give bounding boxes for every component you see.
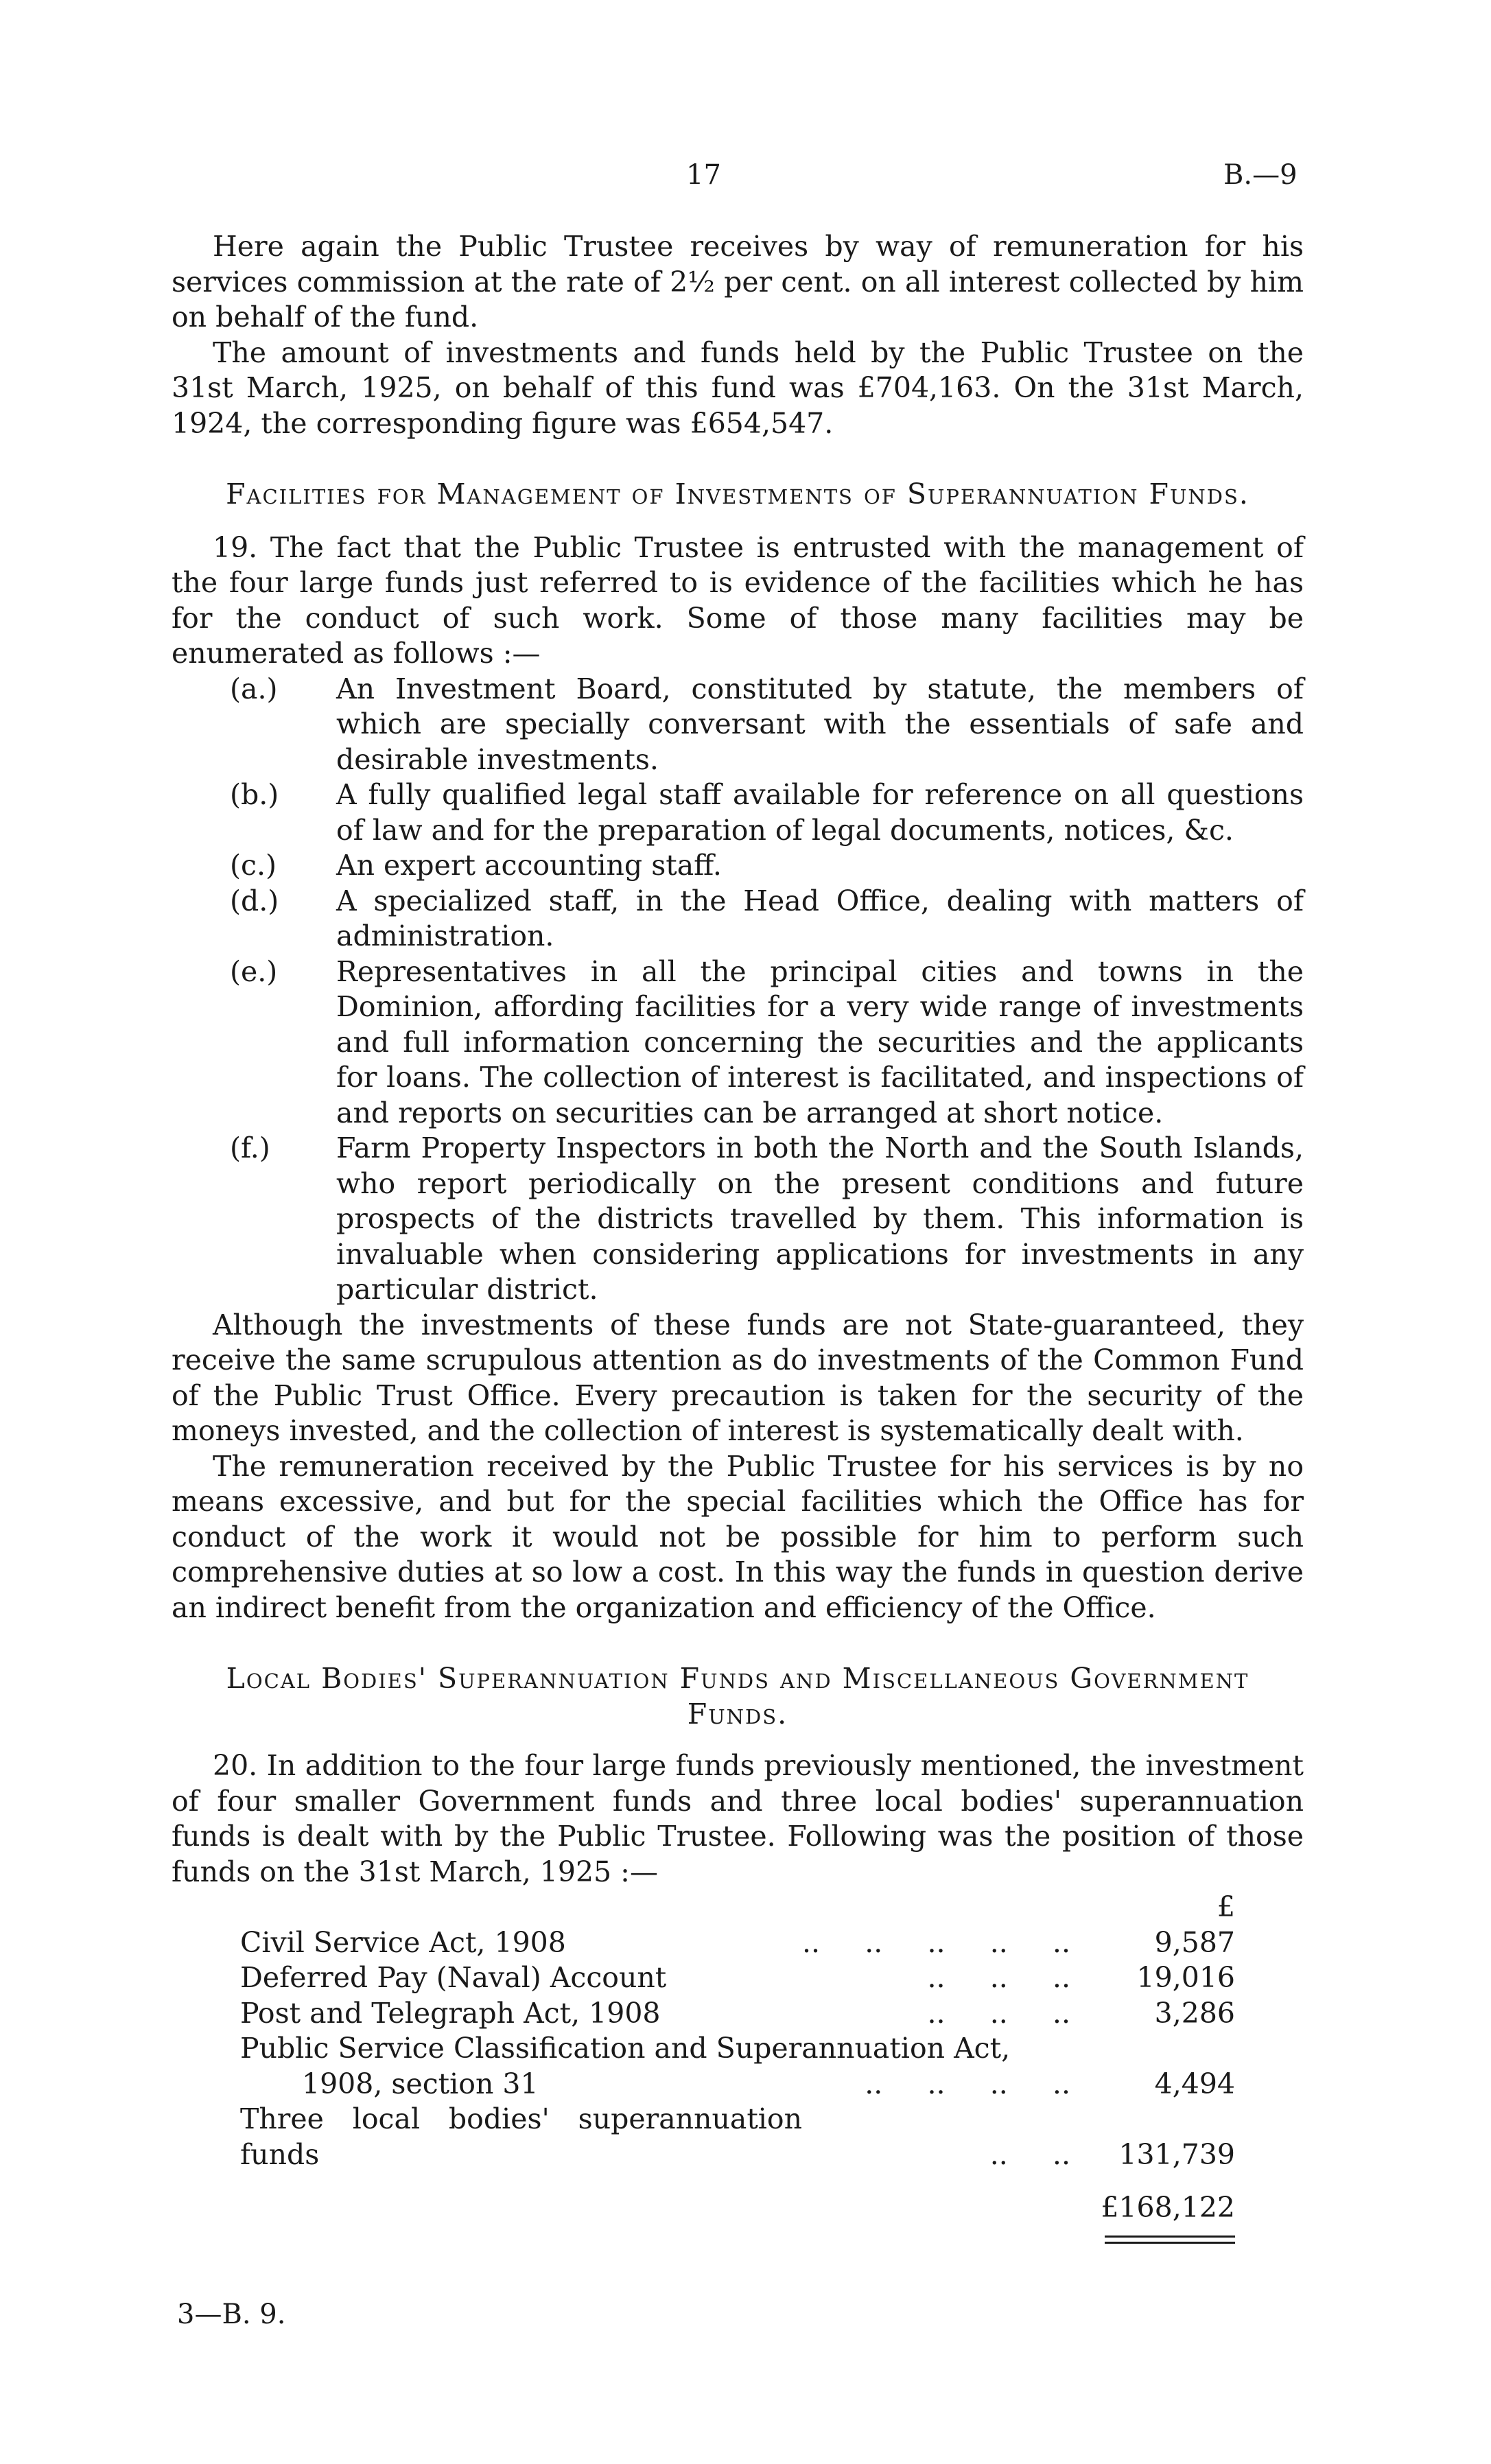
table-row <box>240 2102 1235 2172</box>
total-amount: £168,122 <box>1101 2191 1235 2224</box>
table-row <box>240 1960 1235 1996</box>
list-marker: (c.) <box>230 849 277 882</box>
facilities-list <box>172 672 1304 1308</box>
fund-name: Post and Telegraph Act, 1908 <box>240 1996 661 2030</box>
fund-amount: 131,739 <box>1118 2137 1235 2171</box>
page-number: 17 <box>686 159 721 191</box>
list-item <box>172 848 1304 884</box>
double-underline <box>1105 2236 1235 2244</box>
table-row <box>240 2031 1235 2067</box>
fund-name: Three local bodies' superannuation funds <box>240 2102 803 2171</box>
list-item-text: An expert accounting staff. <box>336 849 722 882</box>
list-item <box>172 672 1304 778</box>
section-intro: 20. In addition to the four large funds previously mentioned, the investment of four smaller Government funds and three local bodies' superannuation funds is dealt with by the Public Trustee. Following was the position of those funds on the 31st March, 1925 :— <box>172 1749 1304 1888</box>
list-item-text: An Investment Board, constituted by statute, the members of which are specially conversant with the essentials of safe and desirable investments. <box>336 672 1304 776</box>
list-marker: (a.) <box>230 672 278 705</box>
dot-leaders: .. .. <box>989 2137 1070 2171</box>
fund-name: Deferred Pay (Naval) Account <box>240 1961 667 1994</box>
fund-amount: 9,587 <box>1154 1925 1235 1959</box>
total-cell <box>1070 2172 1235 2244</box>
list-item <box>172 954 1304 1131</box>
list-item-text: A fully qualified legal staff available for reference on all questions of law and for the preparation of legal documents, notices, &c. <box>336 778 1304 847</box>
list-item-text: A specialized staff, in the Head Office, dealing with matters of administration. <box>336 884 1304 952</box>
dot-leaders: .. .. .. .. <box>865 2067 1070 2100</box>
total-row <box>240 2172 1235 2244</box>
funds-table <box>240 1890 1235 2244</box>
table-header-row <box>240 1890 1235 1925</box>
list-marker: (e.) <box>230 954 278 988</box>
section-heading-line: Funds. <box>687 1697 788 1730</box>
table-row <box>240 1925 1235 1961</box>
currency-symbol: £ <box>1217 1890 1235 1923</box>
list-marker: (d.) <box>230 884 279 917</box>
section-heading <box>172 1661 1304 1732</box>
table-row <box>240 1996 1235 2032</box>
fund-amount <box>1070 2031 1235 2067</box>
list-marker: (b.) <box>230 778 279 811</box>
list-marker: (f.) <box>230 1131 270 1164</box>
page-header <box>0 159 1491 200</box>
paragraph: Although the investments of these funds are not State-guaranteed, they receive the same scrupulous attention as do investments of the Common Fund of the Public Trust Office. Every precaution is taken for the security of the moneys invested, and the collection of interest is systematically dealt with. <box>172 1308 1304 1447</box>
fund-name: 1908, section 31 <box>302 2067 539 2100</box>
fund-amount: 19,016 <box>1136 1961 1235 1994</box>
fund-amount: 3,286 <box>1154 1996 1235 2030</box>
dot-leaders: .. .. .. <box>927 1961 1070 1994</box>
section-heading-line: Local Bodies' Superannuation Funds and Miscellaneous Government <box>226 1662 1249 1695</box>
paragraph: The amount of investments and funds held by the Public Trustee on the 31st March, 1925, on behalf of this fund was £704,163. On the 31st March, 1924, the corresponding figure was £654,547. <box>172 336 1304 440</box>
list-item <box>172 777 1304 848</box>
page-signature: 3—B. 9. <box>177 2299 286 2330</box>
table-row <box>240 2067 1235 2102</box>
dot-leaders: .. .. .. <box>927 1996 1070 2030</box>
section-heading: Facilities for Management of Investments of Superannuation Funds. <box>226 478 1249 511</box>
paragraph: The remuneration received by the Public Trustee for his services is by no means excessive, and but for the special facilities which the Office has for conduct of the work it would not be possible for him to perform such comprehensive duties at so low a cost. In this way the funds in question derive an indirect benefit from the organization and efficiency of the Office. <box>172 1449 1304 1624</box>
fund-amount: 4,494 <box>1154 2067 1235 2100</box>
paragraph: Here again the Public Trustee receives by way of remuneration for his services commission at the rate of 2½ per cent. on all interest collected by him on behalf of the fund. <box>172 230 1304 333</box>
section-intro: 19. The fact that the Public Trustee is entrusted with the management of the four large funds just referred to is evidence of the facilities which he has for the conduct of such work. Some of those many facilities may be enumerated as follows :— <box>172 530 1304 670</box>
document-reference: B.—9 <box>1223 159 1298 191</box>
list-item <box>172 1131 1304 1308</box>
dot-leaders: .. .. .. .. .. <box>802 1925 1070 1959</box>
list-item-text: Farm Property Inspectors in both the North and the South Islands, who report periodically on the present conditions and future prospects of the districts travelled by them. This information is invaluable when considering applications for investments in any particular district. <box>336 1131 1304 1306</box>
fund-name: Civil Service Act, 1908 <box>240 1925 566 1959</box>
fund-name: Public Service Classification and Superannuation Act, <box>240 2032 1011 2065</box>
document-body <box>172 229 1304 2244</box>
list-item-text: Representatives in all the principal cities and towns in the Dominion, affording facilities for a very wide range of investments and full information concerning the securities and the applicants for loans. The collection of interest is facilitated, and inspections of and reports on securities can be arranged at short notice. <box>336 954 1304 1129</box>
list-item <box>172 884 1304 954</box>
